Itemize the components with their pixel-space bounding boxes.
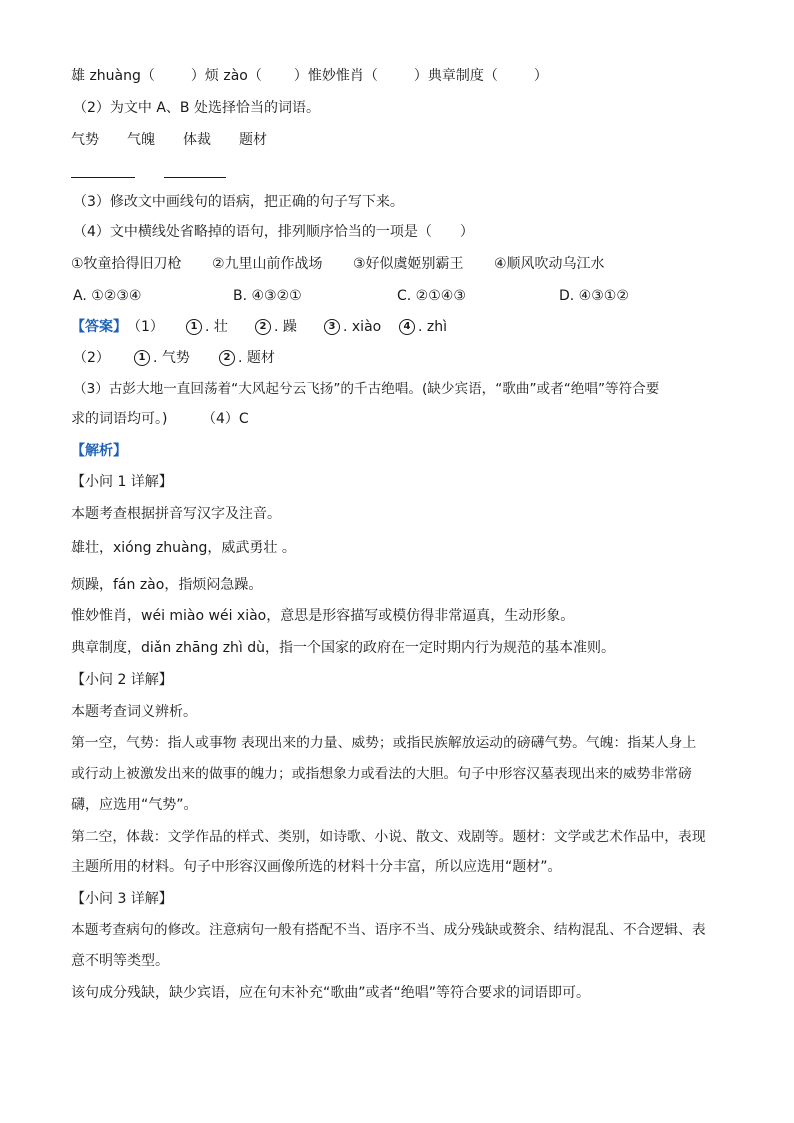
answer-blank-a (71, 177, 135, 178)
section-2-line: 礴，应选用“气势”。 (71, 797, 198, 813)
q4-choice: D. ④③①② (559, 288, 629, 304)
q1-word-3: ）惟妙惟肖（ (293, 68, 378, 84)
answer-1-3: 3 . xiào (324, 317, 381, 337)
answer-label: 【答案】 (71, 319, 127, 335)
q4-item: ①牧童拾得旧刀枪 (71, 256, 182, 272)
q4-item: ③好似虞姬别霸王 (353, 256, 464, 272)
q1-word-4: ）典章制度（ (413, 68, 498, 84)
answer-1-1: 1 . 壮 (186, 317, 228, 337)
answer-2-1: 1 . 气势 (134, 348, 190, 368)
q1-word-end: ） (533, 68, 548, 84)
q4-prompt: （4）文中横线处省略掉的语句，排列顺序恰当的一项是（ ） (73, 224, 474, 240)
answer-3-line-1: （3）古彭大地一直回荡着“大风起兮云飞扬”的千古绝唱。(缺少宾语，“歌曲”或者“绝唱”等符合要 (73, 381, 660, 397)
section-1-line: 烦躁，fán zào，指烦闷急躁。 (71, 577, 263, 593)
section-3-line: 意不明等类型。 (71, 953, 169, 969)
q2-option: 气魄 (127, 132, 155, 148)
section-2-title: 【小问 2 详解】 (71, 672, 173, 688)
answer-3-text: 求的词语均可。) (71, 411, 168, 427)
q4-item: ④顺风吹动乌江水 (494, 256, 605, 272)
q1-word-2: ）烦 zào（ (190, 68, 262, 84)
circled-number: 1 (134, 350, 150, 366)
q2-option: 体裁 (183, 132, 211, 148)
section-3-line: 本题考查病句的修改。注意病句一般有搭配不当、语序不当、成分残缺或赘余、结构混乱、不合逻辑、表 (71, 922, 706, 938)
section-1-line: 惟妙惟肖，wéi miào wéi xiào，意思是形容描写或模仿得非常逼真，生动形象。 (71, 608, 575, 624)
section-2-line: 主题所用的材料。句子中形容汉画像所选的材料十分丰富，所以应选用“题材”。 (71, 859, 562, 875)
section-1-title: 【小问 1 详解】 (71, 474, 173, 490)
q2-prompt: （2）为文中 A、B 处选择恰当的词语。 (73, 100, 320, 116)
q3-prompt: （3）修改文中画线句的语病，把正确的句子写下来。 (73, 194, 404, 210)
circled-number: 2 (255, 319, 271, 335)
q4-choice: A. ①②③④ (73, 288, 142, 304)
answer-1-2: 2 . 躁 (255, 317, 297, 337)
circled-number: 3 (324, 319, 340, 335)
answer-part-2: （2） (73, 350, 110, 366)
q1-line (71, 66, 548, 86)
answer-1-4: 4 . zhì (399, 317, 447, 337)
circled-number: 4 (399, 319, 415, 335)
q4-choice: C. ②①④③ (397, 288, 466, 304)
circled-number: 2 (219, 350, 235, 366)
q2-option: 题材 (239, 132, 267, 148)
section-3-line: 该句成分残缺，缺少宾语，应在句末补充“歌曲”或者“绝唱”等符合要求的词语即可。 (71, 985, 591, 1001)
answer-part-1: （1） (127, 319, 164, 335)
q4-choice: B. ④③②① (233, 288, 302, 304)
section-1-line: 本题考查根据拼音写汉字及注音。 (71, 506, 281, 522)
section-2-line: 本题考查词义辨析。 (71, 704, 197, 720)
q2-option: 气势 (71, 132, 99, 148)
section-2-line: 第二空，体裁：文学作品的样式、类别，如诗歌、小说、散文、戏剧等。题材：文学或艺术作品中，表现 (71, 829, 706, 845)
analysis-label: 【解析】 (71, 443, 127, 459)
section-3-title: 【小问 3 详解】 (71, 891, 173, 907)
section-2-line: 第一空，气势：指人或事物 表现出来的力量、威势；或指民族解放运动的磅礴气势。气魄：指某人身上 (71, 735, 697, 751)
answer-4: （4）C (202, 411, 249, 427)
answer-blank-b (164, 177, 226, 178)
circled-number: 1 (186, 319, 202, 335)
q4-item: ②九里山前作战场 (212, 256, 323, 272)
section-1-line: 雄壮，xióng zhuàng，威武勇壮 。 (71, 540, 296, 556)
answer-2-2: 2 . 题材 (219, 348, 275, 368)
section-1-line: 典章制度，diǎn zhāng zhì dù，指一个国家的政府在一定时期内行为规范的基本准则。 (71, 640, 616, 656)
section-2-line: 或行动上被激发出来的做事的魄力；或指想象力或看法的大胆。句子中形容汉墓表现出来的威势非常磅 (71, 766, 692, 782)
q1-word-1: 雄 zhuàng（ (71, 68, 155, 84)
